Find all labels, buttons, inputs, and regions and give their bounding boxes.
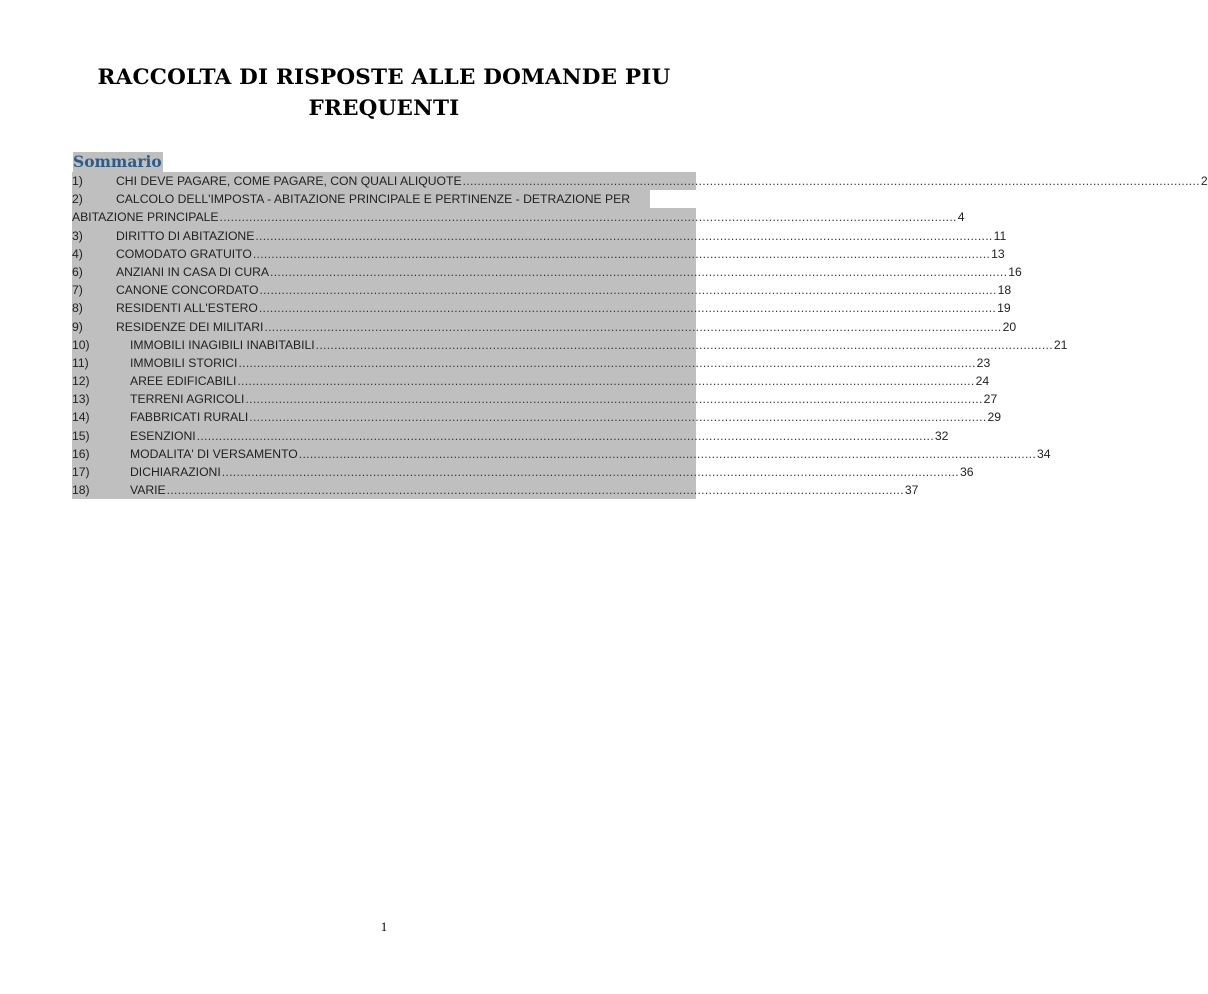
toc-entry-number: 6) (72, 264, 83, 279)
toc-leader-dots: ........................................................................................................................................................................................................ (258, 301, 997, 316)
toc-entry-page: 29 (987, 410, 1002, 425)
toc-leader-dots: ........................................................................................................................................................................................................ (298, 446, 1037, 461)
toc-leader-dots: ........................................................................................................................................................................................................ (252, 246, 991, 261)
toc-entry-label: RESIDENZE DEI MILITARI (116, 319, 264, 334)
toc-leader-dots: ........................................................................................................................................................................................................ (221, 465, 959, 479)
toc-leader-dots: ........................................................................................................................................................................................................ (166, 483, 904, 498)
toc-entry[interactable] (72, 408, 1002, 426)
toc-entry-page: 2 (1200, 174, 1208, 188)
document-title (60, 62, 708, 124)
toc-entry-page: 24 (975, 374, 990, 389)
toc-entry-label: ABITAZIONE PRINCIPALE (72, 210, 219, 225)
toc-entry-page: 23 (976, 355, 991, 370)
toc-leader-dots: ........................................................................................................................................................................................................ (315, 337, 1053, 352)
toc-entry[interactable] (72, 227, 1007, 245)
toc-leader-dots: ........................................................................................................................................................................................................ (238, 355, 976, 370)
toc-entry-number: 1) (72, 174, 83, 188)
toc-entry-number: 4) (72, 246, 83, 261)
toc-entry-label: ESENZIONI (130, 428, 196, 443)
toc-entry[interactable] (72, 481, 919, 499)
toc-entry-label: CHI DEVE PAGARE, COME PAGARE, CON QUALI ALIQUOTE (116, 174, 462, 188)
toc-entry-label: RESIDENTI ALL'ESTERO (116, 301, 258, 316)
toc-entry-label: FABBRICATI RURALI (130, 410, 249, 425)
toc-entry-number: 12) (72, 374, 90, 389)
toc-entry-number: 8) (72, 301, 83, 316)
toc-entry-page: 34 (1037, 446, 1051, 461)
toc-entry[interactable] (72, 336, 1068, 354)
title-line-2: FREQUENTI (308, 96, 460, 121)
toc-entry-label: ANZIANI IN CASA DI CURA (116, 264, 270, 279)
table-of-contents (72, 172, 1208, 499)
toc-entry-label: VARIE (130, 483, 166, 498)
toc-entry-label: DIRITTO DI ABITAZIONE (116, 228, 255, 243)
toc-entry-page: 36 (959, 465, 974, 479)
toc-entry-label: IMMOBILI INAGIBILI INABITABILI (130, 337, 315, 352)
toc-entry-number: 7) (72, 283, 83, 298)
toc-entry-label: TERRENI AGRICOLI (130, 392, 245, 407)
toc-entry[interactable] (72, 281, 1012, 299)
toc-entry-number: 18) (72, 483, 90, 498)
page-number: 1 (380, 919, 388, 934)
toc-leader-dots: ........................................................................................................................................................................................................ (462, 174, 1200, 188)
toc-entry-label: MODALITA' DI VERSAMENTO (130, 446, 298, 461)
toc-entry-number: 11) (72, 355, 89, 370)
toc-entry-page: 19 (997, 301, 1011, 316)
toc-entry[interactable] (72, 299, 1011, 317)
toc-entry-label: DICHIARAZIONI (130, 465, 221, 479)
toc-entry-page: 32 (934, 428, 949, 443)
toc-leader-dots: ........................................................................................................................................................................................................ (245, 392, 983, 407)
toc-entry-number: 2) (72, 192, 83, 207)
toc-entry[interactable] (72, 318, 1017, 336)
toc-entry[interactable] (72, 463, 974, 481)
toc-entry-label: CALCOLO DELL'IMPOSTA - ABITAZIONE PRINCIPALE E PERTINENZE - DETRAZIONE PER (116, 192, 631, 207)
toc-entry[interactable] (72, 263, 1022, 281)
toc-leader-dots: ........................................................................................................................................................................................................ (264, 319, 1002, 334)
toc-leader-dots: ........................................................................................................................................................................................................ (196, 428, 934, 443)
toc-leader-dots: ........................................................................................................................................................................................................ (249, 410, 987, 425)
toc-entry-page: 16 (1008, 264, 1022, 279)
toc-entry-page: 37 (904, 483, 919, 498)
toc-leader-dots: ........................................................................................................................................................................................................ (255, 228, 993, 243)
title-line-1: RACCOLTA DI RISPOSTE ALLE DOMANDE PIU (97, 65, 671, 90)
toc-entry[interactable] (72, 445, 1051, 463)
toc-entry[interactable] (72, 245, 1005, 263)
toc-leader-dots: ........................................................................................................................................................................................................ (219, 210, 957, 225)
toc-entry-number: 3) (72, 228, 83, 243)
toc-entry-number: 17) (72, 465, 90, 479)
toc-entry-number: 9) (72, 319, 83, 334)
toc-entry-page: 27 (983, 392, 998, 407)
toc-entry-page: 20 (1002, 319, 1017, 334)
toc-leader-dots: ........................................................................................................................................................................................................ (259, 283, 997, 298)
toc-entry-number: 16) (72, 446, 90, 461)
toc-entry[interactable] (72, 354, 991, 372)
toc-entry-page: 21 (1053, 337, 1068, 352)
toc-entry-number: 14) (72, 410, 90, 425)
toc-entry-page: 11 (993, 228, 1007, 243)
toc-entry-label: COMODATO GRATUITO (116, 246, 252, 261)
toc-entry[interactable] (72, 190, 696, 208)
toc-entry-label: CANONE CONCORDATO (116, 283, 259, 298)
toc-entry[interactable] (72, 390, 998, 408)
toc-leader-dots: ........................................................................................................................................................................................................ (237, 374, 975, 389)
toc-leader-dots: ........................................................................................................................................................................................................ (270, 264, 1008, 279)
toc-entry-number: 13) (72, 392, 90, 407)
toc-entry[interactable] (72, 208, 965, 226)
toc-heading: Sommario (73, 152, 162, 171)
toc-entry-label: IMMOBILI STORICI (130, 355, 238, 370)
toc-entry[interactable] (72, 427, 949, 445)
toc-entry-number: 10) (72, 337, 90, 352)
toc-entry-number: 15) (72, 428, 90, 443)
toc-entry-page: 18 (997, 283, 1012, 298)
toc-entry-page: 4 (957, 210, 965, 225)
toc-entry[interactable] (72, 372, 990, 390)
toc-entry[interactable] (72, 172, 1208, 190)
toc-entry-page: 13 (991, 246, 1005, 261)
toc-entry-label: AREE EDIFICABILI (130, 374, 237, 389)
